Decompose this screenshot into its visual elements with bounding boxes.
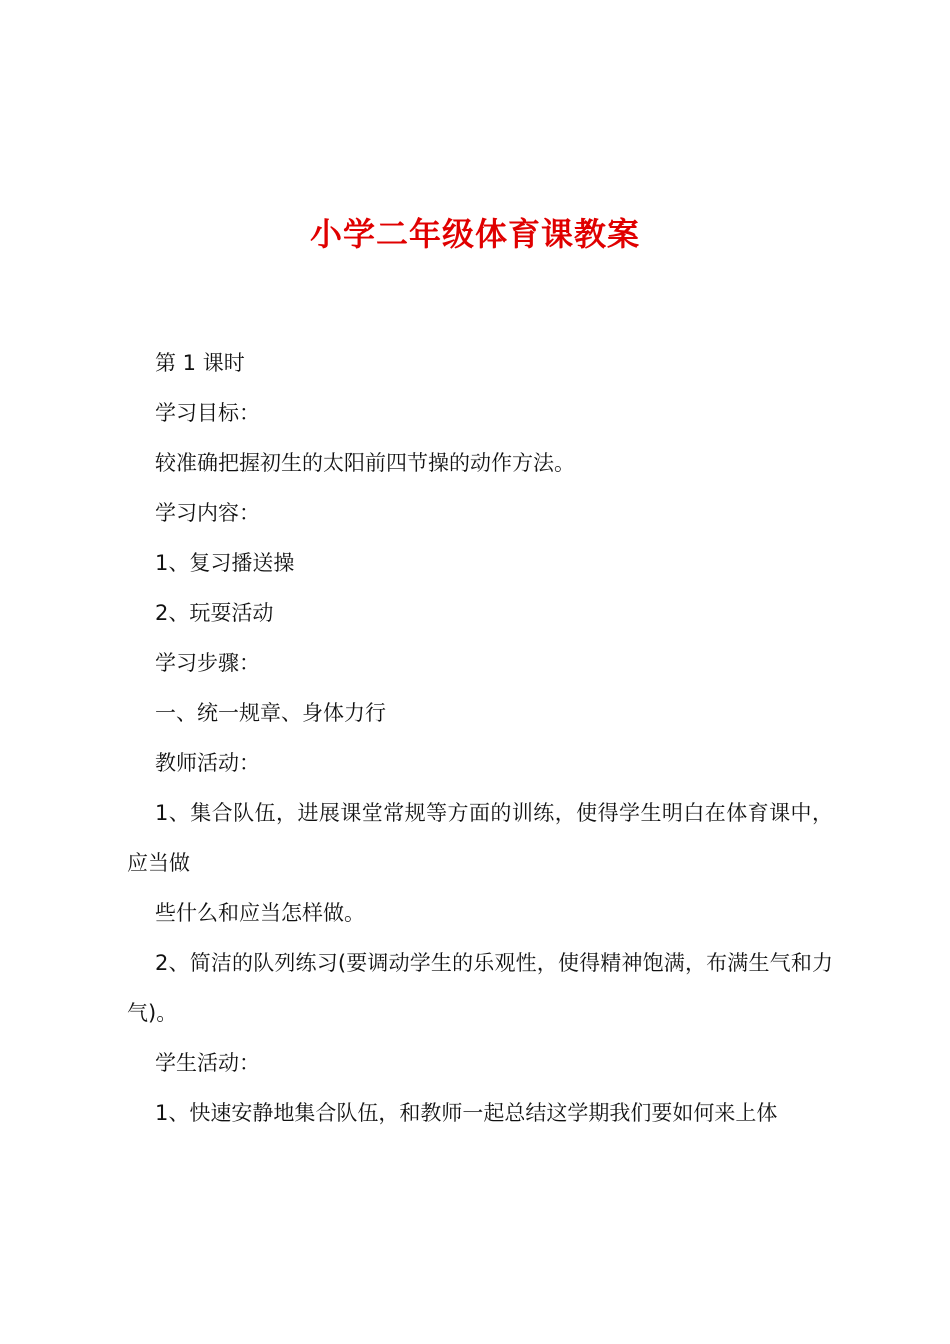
paragraph-teacher-item-1: 1、集合队伍，进展课堂常规等方面的训练，使得学生明白在体育课中，应当做: [127, 801, 833, 875]
document-body: [127, 338, 833, 1138]
paragraph-student-item-1: 1、快速安静地集合队伍，和教师一起总结这学期我们要如何来上体: [155, 1101, 778, 1125]
paragraph-student-heading: 学生活动：: [155, 1051, 260, 1075]
paragraph-content-item-2: 2、玩耍活动: [155, 601, 274, 625]
paragraph-content-heading: 学习内容：: [155, 501, 260, 525]
paragraph-content-item-1: 1、复习播送操: [155, 551, 295, 575]
paragraph-steps-heading: 学习步骤：: [155, 651, 260, 675]
paragraph-objectives: 较准确把握初生的太阳前四节操的动作方法。: [155, 451, 575, 475]
document-title: 小学二年级体育课教案: [309, 215, 640, 253]
paragraph-lesson-number: 第 1 课时: [155, 351, 245, 375]
paragraph-teacher-heading: 教师活动：: [155, 751, 260, 775]
paragraph-teacher-item-1-cont: 些什么和应当怎样做。: [155, 901, 365, 925]
paragraph-teacher-item-2: 2、简洁的队列练习(要调动学生的乐观性，使得精神饱满，布满生气和力气)。: [127, 951, 833, 1025]
paragraph-step-1: 一、统一规章、身体力行: [155, 701, 386, 725]
paragraph-objectives-heading: 学习目标：: [155, 401, 260, 425]
